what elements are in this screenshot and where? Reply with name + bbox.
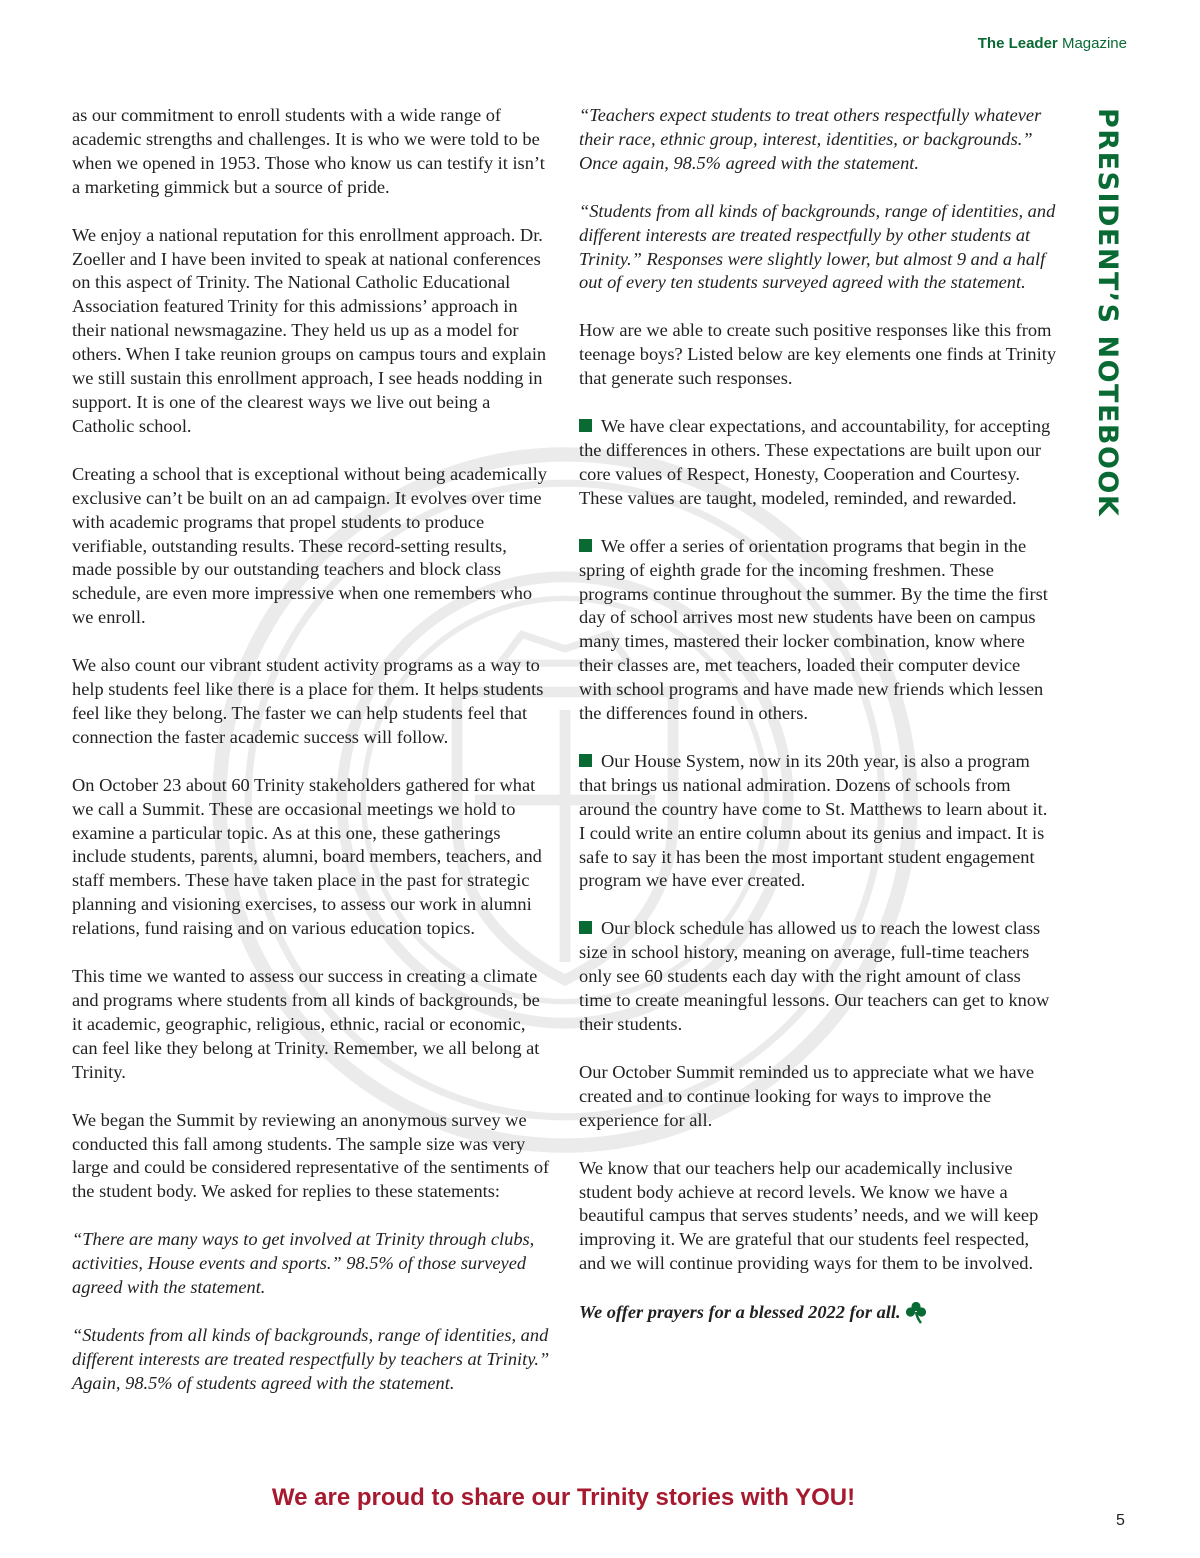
shamrock-icon — [904, 1300, 928, 1324]
body-paragraph: We began the Summit by reviewing an anonymous survey we conducted this fall among students. The sample size was very large and could be considered representative of the sentiments of the student body. We asked for replies to these statements: — [72, 1109, 550, 1202]
footer-banner: We are proud to share our Trinity stories with YOU! — [271, 1484, 856, 1511]
bullet-text: We offer a series of orientation programs that begin in the spring of eighth grade for the incoming freshmen. These programs continue throughout the summer. By the time the first day of school arrives most new students have been on campus many times, mastered their locker combination, know where their classes are, met teachers, loaded their computer device with school programs and have made new friends which lessen the differences found in others. — [579, 535, 1048, 724]
masthead-subtitle: Magazine — [1057, 35, 1127, 52]
body-paragraph: We enjoy a national reputation for this enrollment approach. Dr. Zoeller and I have been invited to speak at national conferences on this aspect of Trinity. The National Catholic Educational Association featured Trinity for this admissions’ approach in their national newsmagazine. They held us up as a model for others. When I take reunion groups on campus tours and explain we still sustain this enrollment approach, I see heads nodding in support. It is one of the clearest ways we live out being a Catholic school. — [72, 224, 547, 436]
body-paragraph: This time we wanted to assess our success in creating a climate and programs where students from all kinds of backgrounds, be it academic, geographic, religious, ethnic, racial or economic, can feel like they belong at Trinity. Remember, we all belong at Trinity. — [72, 966, 540, 1082]
bullet-text: Our block schedule has allowed us to reach the lowest class size in school history, meaning on average, full-time teachers only see 60 students each day with the right amount of class time to create meaningful lessons. Our teachers can get to know their students. — [579, 918, 1050, 1034]
body-paragraph: We also count our vibrant student activity programs as a way to help students feel like there is a place for them. It helps students feel like they belong. The faster we can help students feel that connection the faster academic success will follow. — [72, 655, 544, 747]
bullet-square-icon — [579, 754, 592, 767]
survey-quote: “Students from all kinds of backgrounds, range of identities, and different interests are treated respectfully by other students at Trinity.” Responses were slightly lower, but almost 9 and a half out of every ten students surveyed agreed with the statement. — [579, 200, 1056, 293]
bullet-text: We have clear expectations, and accountability, for accepting the differences in others. These expectations are built upon our core values of Respect, Honesty, Cooperation and Courtesy. These values are taught, modeled, reminded, and rewarded. — [579, 416, 1051, 508]
body-paragraph: Our October Summit reminded us to appreciate what we have created and to continue looking for ways to improve the experience for all. — [579, 1061, 1035, 1130]
left-column — [72, 104, 550, 1420]
bullet-item — [579, 535, 1057, 726]
bullet-item — [579, 415, 1057, 511]
bullet-item — [579, 750, 1057, 893]
closing-line — [579, 1300, 1057, 1325]
bullet-item — [579, 917, 1057, 1037]
magazine-masthead — [978, 35, 1127, 52]
bullet-square-icon — [579, 419, 592, 432]
body-paragraph: We know that our teachers help our academically inclusive student body achieve at record levels. We know we have a beautiful campus that serves students’ needs, and we will keep improving it. We are grateful that our students feel respected, and we will continue providing ways for them to be involved. — [579, 1157, 1039, 1274]
survey-quote: “Students from all kinds of backgrounds, range of identities, and different interests are treated respectfully by teachers at Trinity.” Again, 98.5% of students agreed with the statement. — [72, 1324, 550, 1393]
bullet-square-icon — [579, 539, 592, 552]
body-paragraph: as our commitment to enroll students with a wide range of academic strengths and challenges. It is who we were told to be when we opened in 1953. Those who know us can testify it isn’t a marketing gimmick but a source of pride. — [72, 105, 545, 197]
masthead-title: The Leader — [977, 35, 1058, 52]
closing-text: We offer prayers for a blessed 2022 for all. — [579, 1302, 901, 1323]
right-column — [579, 104, 1057, 1349]
bullet-text: Our House System, now in its 20th year, is also a program that brings us national admiration. Dozens of schools from around the country have come to St. Matthews to learn about it. I could write an entire column about its genius and impact. It is safe to say it has been the most important student engagement program we have ever created. — [579, 750, 1048, 891]
page-number: 5 — [1116, 1512, 1125, 1529]
bullet-square-icon — [579, 921, 592, 934]
body-paragraph: Creating a school that is exceptional without being academically exclusive can’t be built on an ad campaign. It evolves over time with academic programs that propel students to produce verifiable, outstanding results. These record-setting results, made possible by our outstanding teachers and block class schedule, are even more impressive when one remembers who we enroll. — [72, 463, 547, 628]
section-title-vertical: PRESIDENT’S NOTEBOOK — [1092, 108, 1123, 518]
survey-quote: “There are many ways to get involved at Trinity through clubs, activities, House events and sports.” 98.5% of those surveyed agreed with the statement. — [72, 1229, 535, 1298]
survey-quote: “Teachers expect students to treat others respectfully whatever their race, ethnic group, interest, identities, or backgrounds.” Once again, 98.5% agreed with the statement. — [579, 105, 1042, 173]
body-paragraph: How are we able to create such positive responses like this from teenage boys? Listed below are key elements one finds at Trinity that generate such responses. — [579, 320, 1057, 389]
body-paragraph: On October 23 about 60 Trinity stakeholders gathered for what we call a Summit. These are occasional meetings we hold to examine a particular topic. As at this one, these gatherings include students, parents, alumni, board members, teachers, and staff members. These have taken place in the past for strategic planning and visioning exercises, to assess our work in alumni relations, fund raising and on various education topics. — [72, 774, 542, 939]
